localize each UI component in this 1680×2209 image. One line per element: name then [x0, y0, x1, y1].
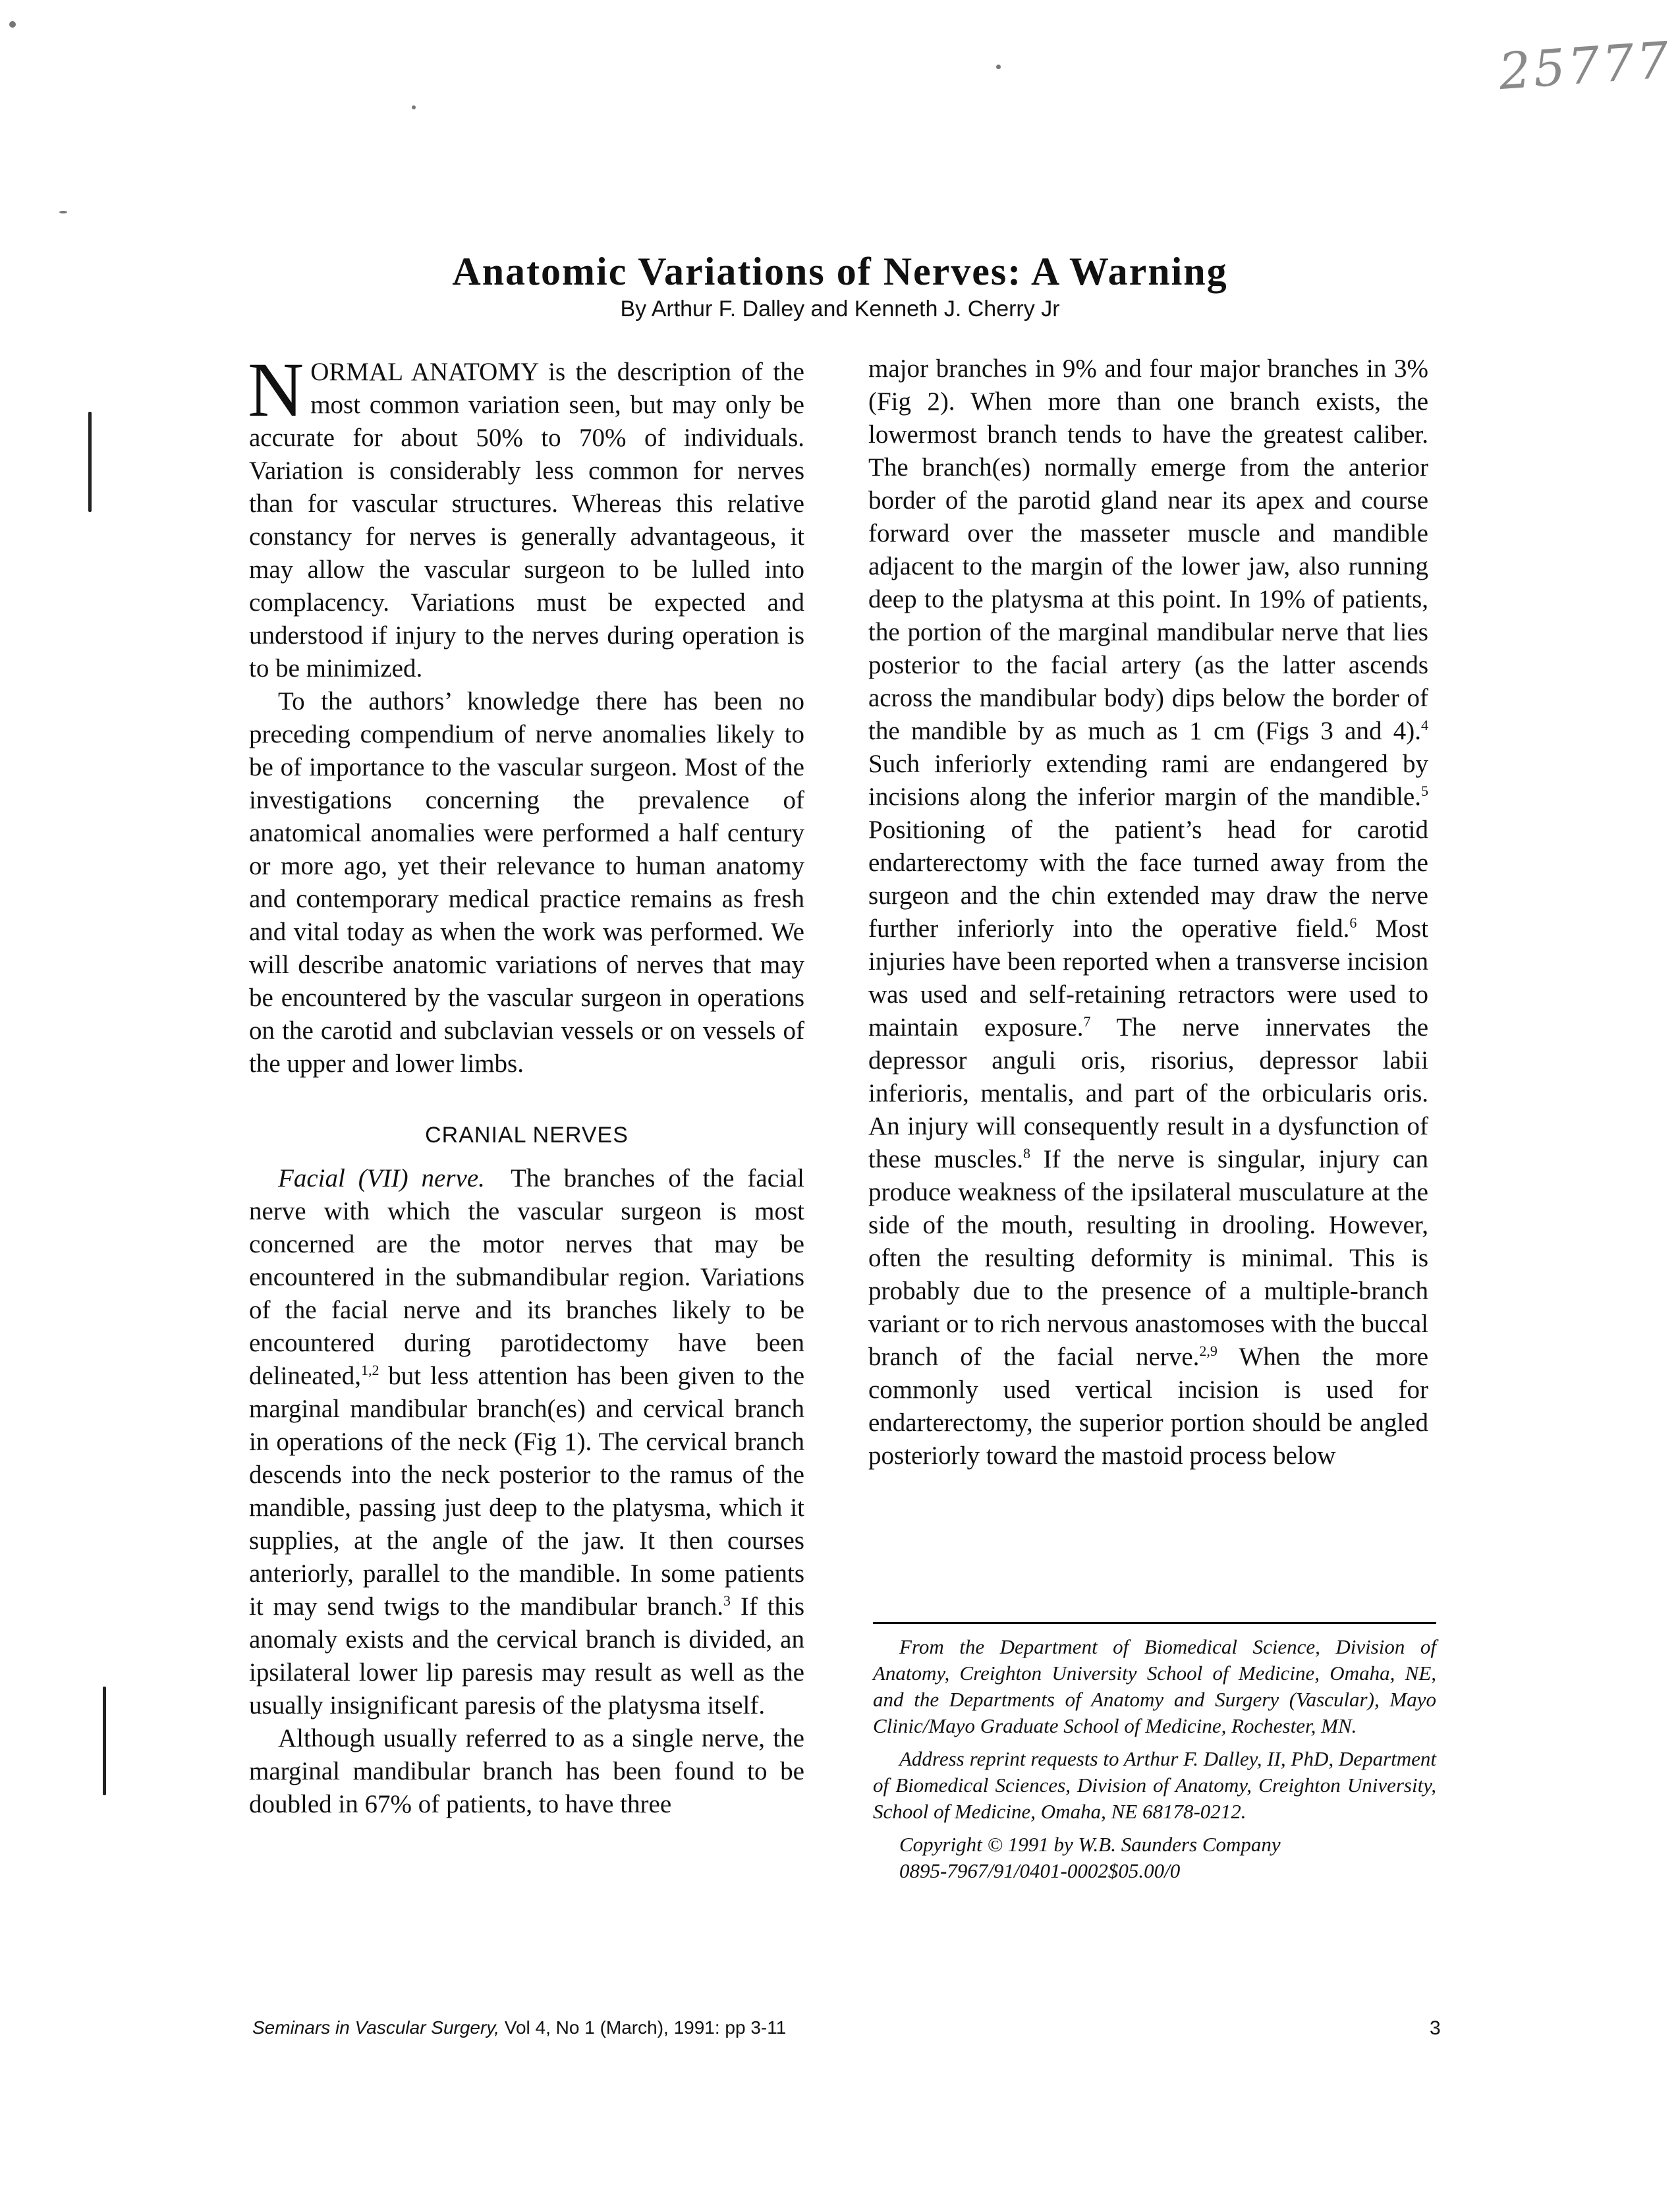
continued-paragraph: [868, 352, 1428, 1472]
reference-superscript: 6: [1349, 914, 1357, 931]
intro-paragraph-1: [248, 347, 804, 685]
facial-text-c: If this anomaly exists and the cervical branch is divided, an ipsilateral lower lip paresis may result as well as the usually insignificant paresis of the platysma itself.: [249, 1592, 804, 1720]
footnote-affiliation: From the Department of Biomedical Science, Division of Anatomy, Creighton University School of Medicine, Omaha, NE, and the Departments of Anatomy and Surgery (Vascular), Mayo Clinic/Mayo Graduate School of Medicine, Rochester, MN.: [873, 1635, 1436, 1737]
article-title: Anatomic Variations of Nerves: A Warning: [452, 250, 1228, 294]
intro-paragraph-2: To the authors’ knowledge there has been no preceding compendium of nerve anomalies likely to be of importance to the vascular surgeon. Most of the investigations concerning the prevalence of anatomical anomalies were performed a half century or more ago, yet their relevance to human anatomy and contemporary medical practice remains as fresh and vital today as when the work was performed. We will describe anatomic variations of nerves that may be encountered by the vascular surgeon in operations on the carotid and subclavian vessels or on vessels of the upper and lower limbs.: [249, 687, 804, 1078]
reference-superscript: 7: [1083, 1013, 1091, 1030]
intro-paragraph-1-text: ORMAL ANATOMY is the description of the most common variation seen, but may only be accurate for about 50% to 70% of individuals. Variation is considerably less common for nerves than for vascular structures. Whereas this relative constancy for nerves is generally advantageous, it may allow the vascular surgeon to be lulled into complacency. Variations must be expected and understood if injury to the nerves during operation is to be minimized.: [249, 358, 804, 683]
journal-citation: [252, 2017, 786, 2038]
left-column: [248, 347, 804, 1821]
reference-superscript: 5: [1421, 783, 1428, 799]
binder-mark: [103, 1687, 106, 1795]
journal-name: Seminars in Vascular Surgery,: [252, 2017, 500, 2038]
article-byline: By Arthur F. Dalley and Kenneth J. Cherry Jr: [620, 296, 1060, 322]
facial-text-a: The branches of the facial nerve with which the vascular surgeon is most concerned are the motor nerves that may be encountered in the submandibular region. Variations of the facial nerve and its branches likely to be encountered during parotidectomy have been delineated,: [249, 1164, 804, 1390]
reference-superscript: 1,2: [361, 1362, 379, 1378]
reference-superscript: 8: [1023, 1145, 1031, 1161]
continued-text: Such inferiorly extending rami are endangered by incisions along the inferior margin of the mandible.: [868, 750, 1428, 811]
reference-superscript: 2,9: [1199, 1343, 1218, 1359]
continued-text: When the more commonly used vertical incision is used for endarterectomy, the superior portion should be angled posteriorly toward the mastoid process below: [868, 1343, 1429, 1470]
footnote-reprint-address: Address reprint requests to Arthur F. Dalley, II, PhD, Department of Biomedical Sciences, Division of Anatomy, Creighton University, School of Medicine, Omaha, NE 68178-0212.: [873, 1747, 1436, 1823]
scan-speck: [9, 21, 16, 28]
footnote-issn: 0895-7967/91/0401-0002$05.00/0: [899, 1859, 1181, 1882]
journal-volume-info: Vol 4, No 1 (March), 1991: pp 3-11: [499, 2017, 787, 2038]
scan-speck: [996, 65, 1001, 69]
marginal-mandibular-paragraph: Although usually referred to as a single nerve, the marginal mandibular branch has been found to be doubled in 67% of patients, to have three: [249, 1724, 804, 1818]
scan-speck: [412, 105, 416, 109]
section-heading-cranial-nerves: CRANIAL NERVES: [425, 1123, 629, 1148]
continued-text: major branches in 9% and four major branches in 3% (Fig 2). When more than one branch exists, the lowermost branch tends to have the greatest caliber. The branch(es) normally emerge from the anterior border of the parotid gland near its apex and course forward over the masseter muscle and mandible adjacent to the margin of the lower jaw, also running deep to the platysma at this point. In 19% of patients, the portion of the marginal mandibular nerve that lies posterior to the facial artery (as the latter ascends across the mandibular body) dips below the border of the mandible by as much as 1 cm (Figs 3 and 4).: [868, 354, 1428, 745]
right-column: [868, 352, 1428, 1472]
continued-text: Positioning of the patient’s head for carotid endarterectomy with the face turned away from the surgeon and the chin extended may draw the nerve further inferiorly into the operative field.: [868, 816, 1428, 943]
continued-text: If the nerve is singular, injury can produce weakness of the ipsilateral musculature at the side of the mouth, resulting in drooling. However, often the resulting deformity is minimal. This is probably due to the presence of a multiple-branch variant or to rich nervous anastomoses with the buccal branch of the facial nerve.: [868, 1145, 1428, 1371]
reference-superscript: 3: [723, 1592, 731, 1609]
handwritten-accession-number: 25777: [1497, 30, 1673, 101]
binder-mark: [88, 412, 92, 512]
page-number: 3: [1430, 2017, 1441, 2039]
continued-text: The nerve innervates the depressor anguli oris, risorius, depressor labii inferioris, mentalis, and part of the orbicularis oris. An injury will consequently result in a dysfunction of these muscles.: [868, 1013, 1428, 1173]
facial-nerve-runin-heading: Facial (VII) nerve.: [278, 1164, 485, 1192]
facial-text-b: but less attention has been given to the marginal mandibular branch(es) and cervical branch in operations of the neck (Fig 1). The cervical branch descends into the neck posterior to the ramus of the mandible, passing just deep to the platysma, which it supplies, at the angle of the jaw. It then courses anteriorly, parallel to the mandible. In some patients it may send twigs to the mandibular branch.: [249, 1362, 804, 1621]
footnotes: [873, 1634, 1436, 1884]
continued-text: Most injuries have been reported when a transverse incision was used and self-retaining retractors were used to maintain exposure.: [868, 914, 1428, 1042]
reference-superscript: 4: [1421, 717, 1428, 733]
footnote-divider: [873, 1622, 1436, 1624]
footnote-copyright: Copyright © 1991 by W.B. Saunders Company: [899, 1833, 1281, 1856]
scan-speck: [59, 211, 67, 213]
drop-cap: N: [248, 347, 304, 433]
facial-nerve-paragraph: [249, 1162, 804, 1722]
